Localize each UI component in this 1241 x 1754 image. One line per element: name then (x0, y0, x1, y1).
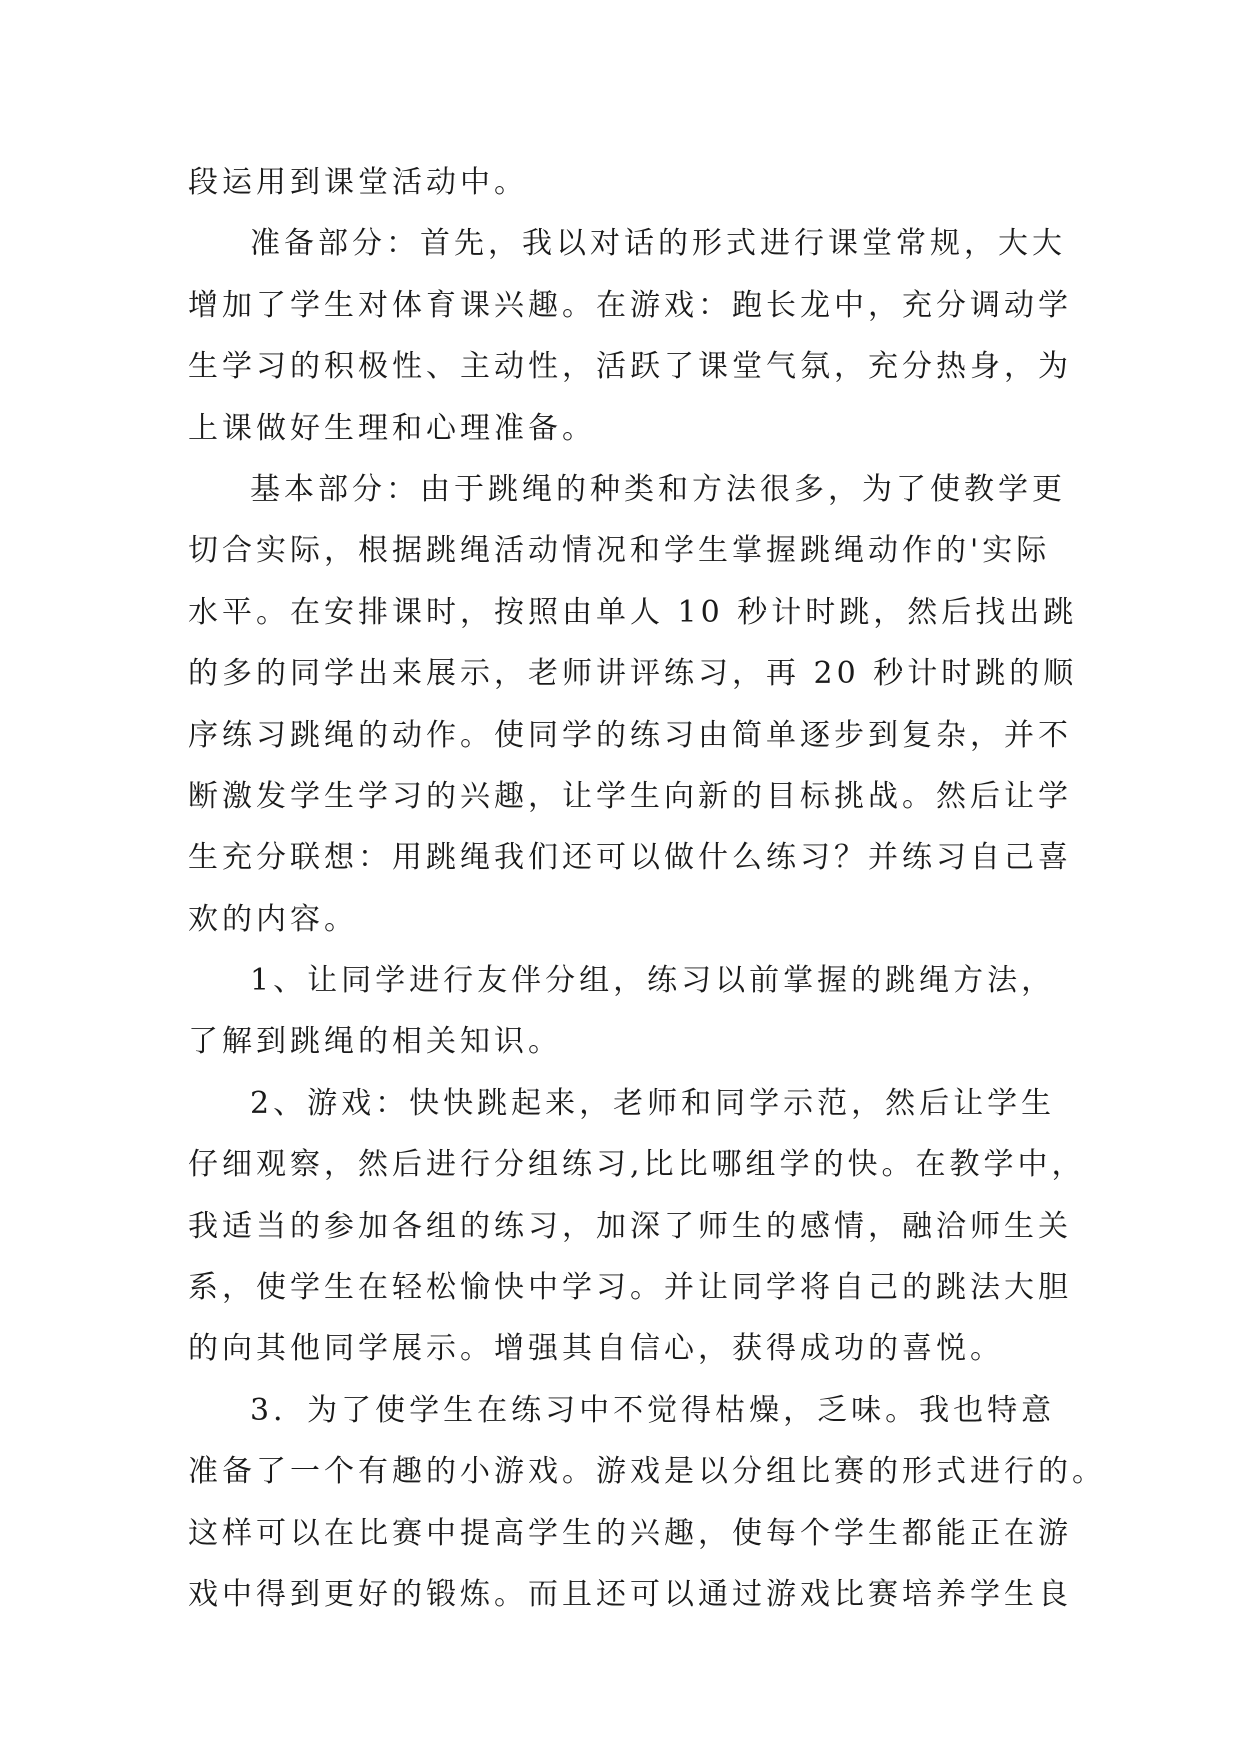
text-line: 段运用到课堂活动中。 (188, 165, 528, 200)
text-line: 的多的同学出来展示，老师讲评练习，再 20 秒计时跳的顺 (188, 656, 1078, 692)
paragraph-start-line: 准备部分：首先，我以对话的形式进行课堂常规，大大 (250, 226, 1066, 262)
text-line: 切合实际，根据跳绳活动情况和学生掌握跳绳动作的'实际 (188, 533, 1051, 569)
list-item-1-line: 1、让同学进行友伴分组，练习以前掌握的跳绳方法， (250, 963, 1056, 999)
text-line: 生学习的积极性、主动性，活跃了课堂气氛，充分热身，为 (188, 349, 1072, 385)
text-line: 序练习跳绳的动作。使同学的练习由简单逐步到复杂，并不 (188, 717, 1072, 753)
text-line: 断激发学生学习的兴趣，让学生向新的目标挑战。然后让学 (188, 778, 1072, 814)
text-line: 的向其他同学展示。增强其自信心，获得成功的喜悦。 (188, 1331, 1004, 1367)
list-item-3-line: 3．为了使学生在练习中不觉得枯燥，乏味。我也特意 (250, 1392, 1056, 1428)
text-line: 生充分联想：用跳绳我们还可以做什么练习？并练习自己喜 (188, 840, 1072, 876)
document-body (188, 152, 1106, 1625)
text-line: 了解到跳绳的相关知识。 (188, 1024, 562, 1060)
text-line: 水平。在安排课时，按照由单人 10 秒计时跳，然后找出跳 (188, 594, 1078, 630)
text-line: 增加了学生对体育课兴趣。在游戏：跑长龙中，充分调动学 (188, 287, 1072, 323)
text-line: 系，使学生在轻松愉快中学习。并让同学将自己的跳法大胆 (188, 1270, 1072, 1306)
text-line: 这样可以在比赛中提高学生的兴趣，使每个学生都能正在游 (188, 1515, 1072, 1551)
text-line: 仔细观察，然后进行分组练习,比比哪组学的快。在教学中， (188, 1147, 1086, 1183)
text-line: 我适当的参加各组的练习，加深了师生的感情，融洽师生关 (188, 1208, 1072, 1244)
list-item-2-line: 2、游戏：快快跳起来，老师和同学示范，然后让学生 (250, 1085, 1056, 1121)
text-line: 戏中得到更好的锻炼。而且还可以通过游戏比赛培养学生良 (188, 1576, 1072, 1612)
text-line: 欢的内容。 (188, 901, 358, 937)
text-line: 上课做好生理和心理准备。 (188, 410, 596, 446)
paragraph-start-line: 基本部分：由于跳绳的种类和方法很多，为了使教学更 (250, 471, 1066, 507)
text-line: 准备了一个有趣的小游戏。游戏是以分组比赛的形式进行的。 (188, 1454, 1106, 1490)
